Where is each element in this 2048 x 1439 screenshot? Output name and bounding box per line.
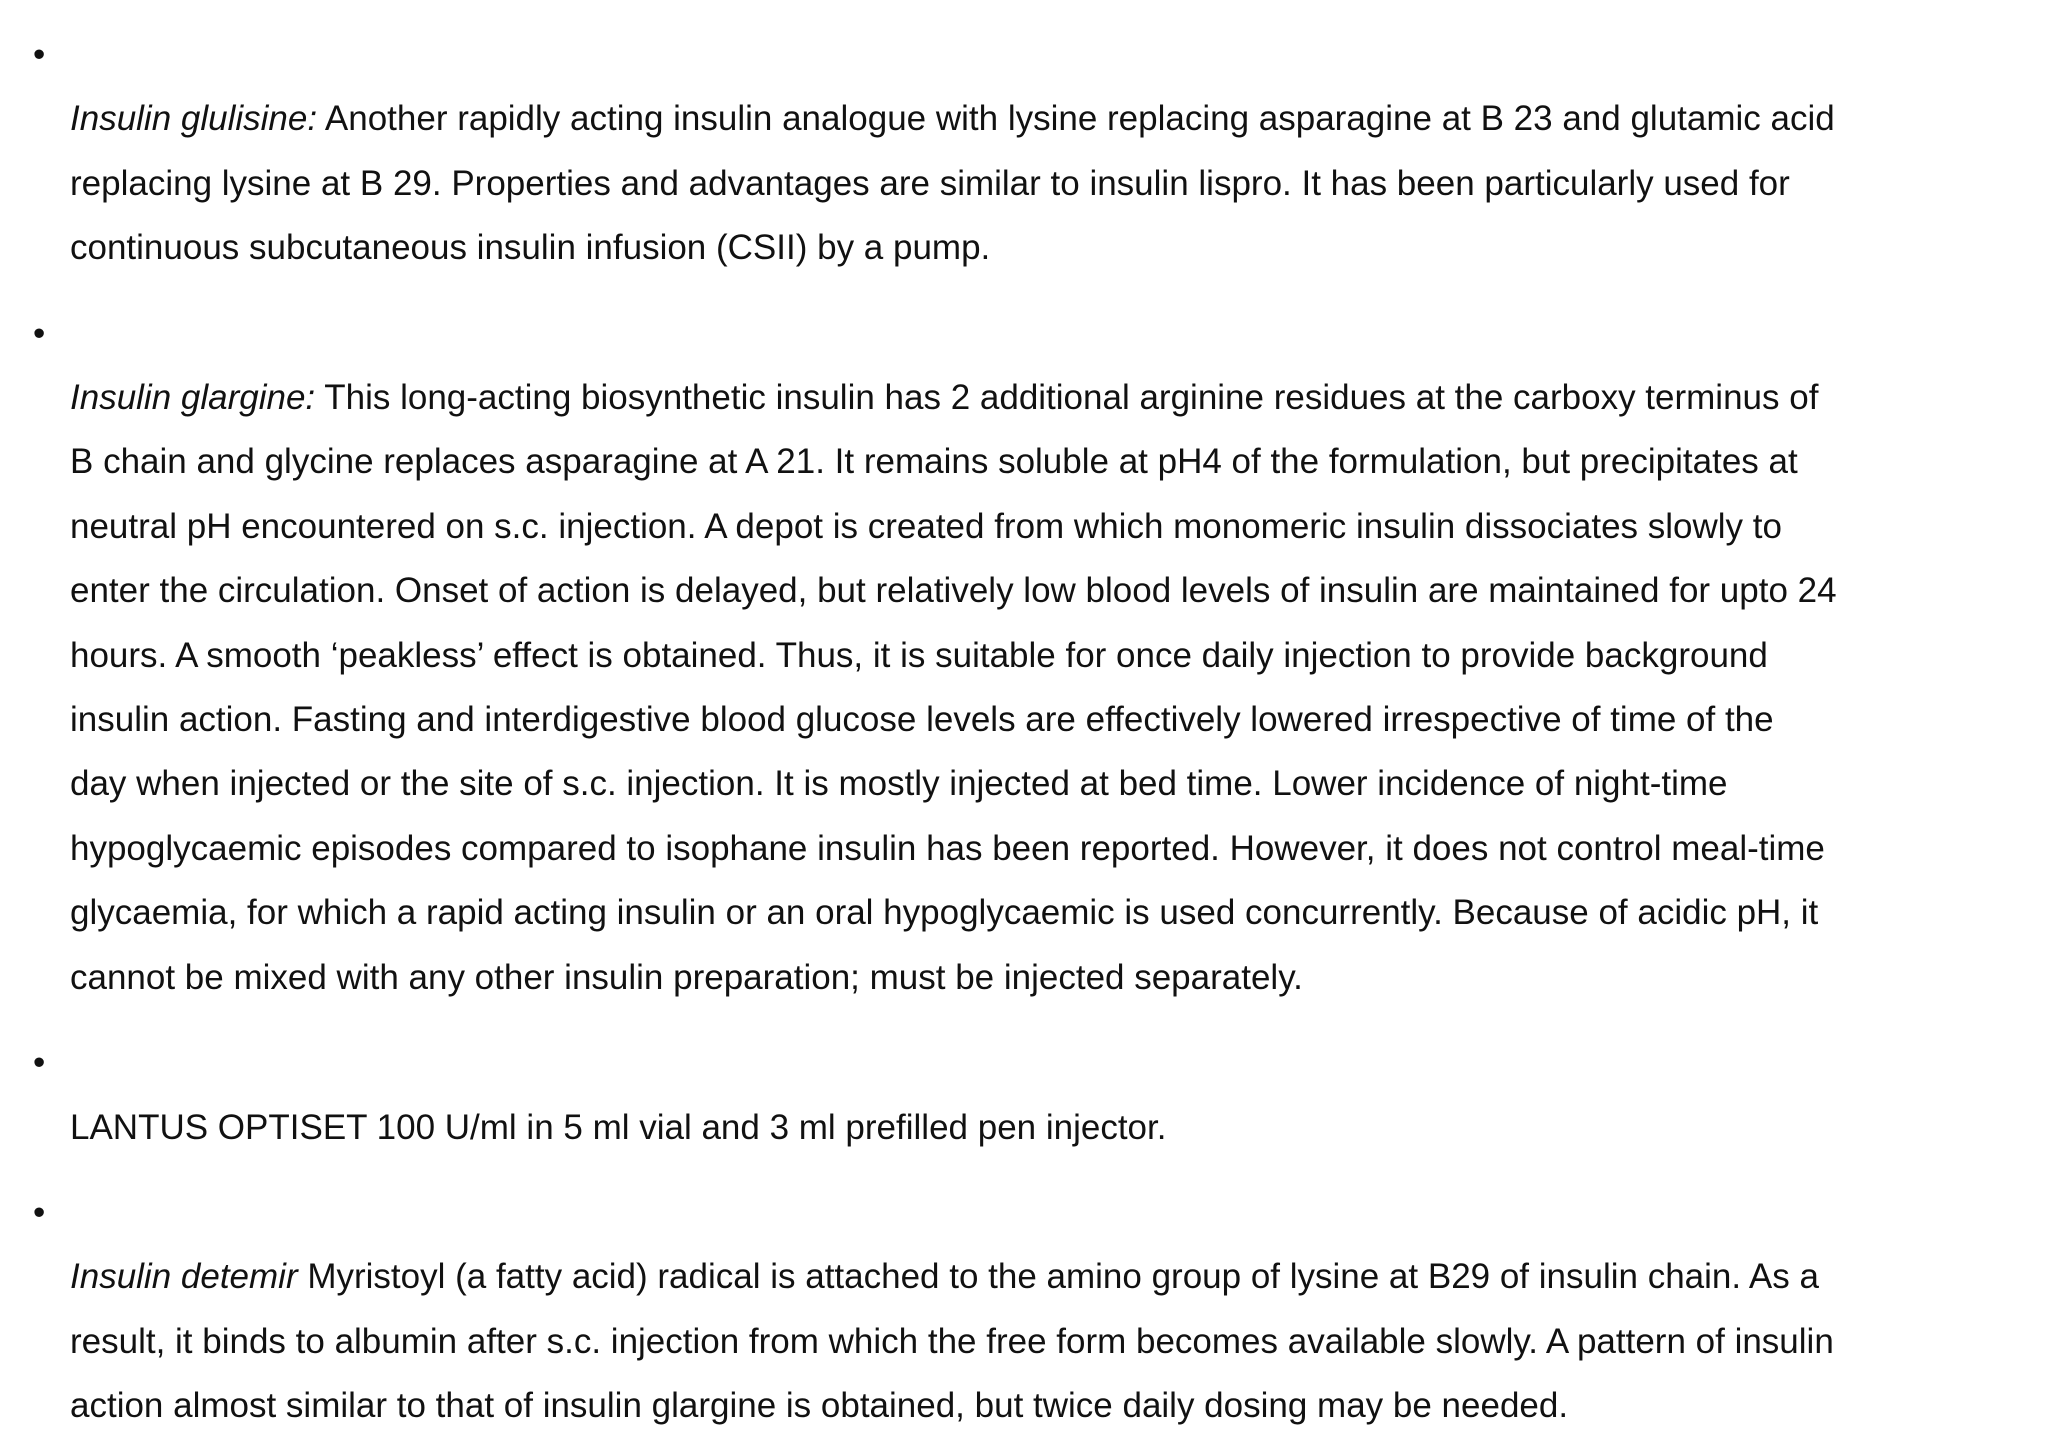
item-text: Another rapidly acting insulin analogue with lysine replacing asparagine at B 23 and glutamic acid replacing lysine at B 29. Properties and advantages are similar to insulin lispro. It has been particularly used for continuous subcutaneous insulin infusion (CSII) by a pump. [70, 99, 1835, 268]
bullet-marker: • [33, 1192, 46, 1232]
item-term: Insulin glargine: [70, 378, 316, 418]
bullet-list [0, 23, 2048, 1439]
bullet-marker: • [33, 313, 46, 353]
item-text: This long-acting biosynthetic insulin has 2 additional arginine residues at the carboxy terminus of B chain and glycine replaces asparagine at A 21. It remains soluble at pH4 of the formulation, but precipitates at neutral pH encountered on s.c. injection. A depot is created from which monomeric insulin dissociates slowly to enter the circulation. Onset of action is delayed, but relatively low blood levels of insulin are maintained for upto 24 hours. A smooth ‘peakless’ effect is obtained. Thus, it is suitable for once daily injection to provide background insulin action. Fasting and interdigestive blood glucose levels are effectively lowered irrespective of time of the day when injected or the site of s.c. injection. It is mostly injected at bed time. Lower incidence of night-time hypoglycaemic episodes compared to isophane insulin has been reported. However, it does not control meal-time glycaemia, for which a rapid acting insulin or an oral hypoglycaemic is used concurrently. Because of acidic pH, it cannot be mixed with any other insulin preparation; must be injected separately. [70, 378, 1837, 997]
list-item-insulin-glulisine [0, 23, 1970, 281]
list-item-insulin-glargine [0, 302, 1970, 1010]
item-text: Myristoyl (a fatty acid) radical is attached to the amino group of lysine at B29 of insulin chain. As a result, it binds to albumin after s.c. injection from which the free form becomes available slowly. A pattern of insulin action almost similar to that of insulin glargine is obtained, but twice daily dosing may be needed. [70, 1257, 1834, 1426]
item-text: LANTUS OPTISET 100 U/ml in 5 ml vial and 3 ml prefilled pen injector. [70, 1107, 1167, 1147]
list-item-lantus-optiset [0, 1031, 1970, 1160]
item-term: Insulin detemir [70, 1257, 298, 1297]
bullet-marker: • [33, 1043, 46, 1083]
list-item-insulin-detemir [0, 1181, 1970, 1439]
item-term: Insulin glulisine: [70, 99, 318, 139]
bullet-marker: • [33, 35, 46, 74]
